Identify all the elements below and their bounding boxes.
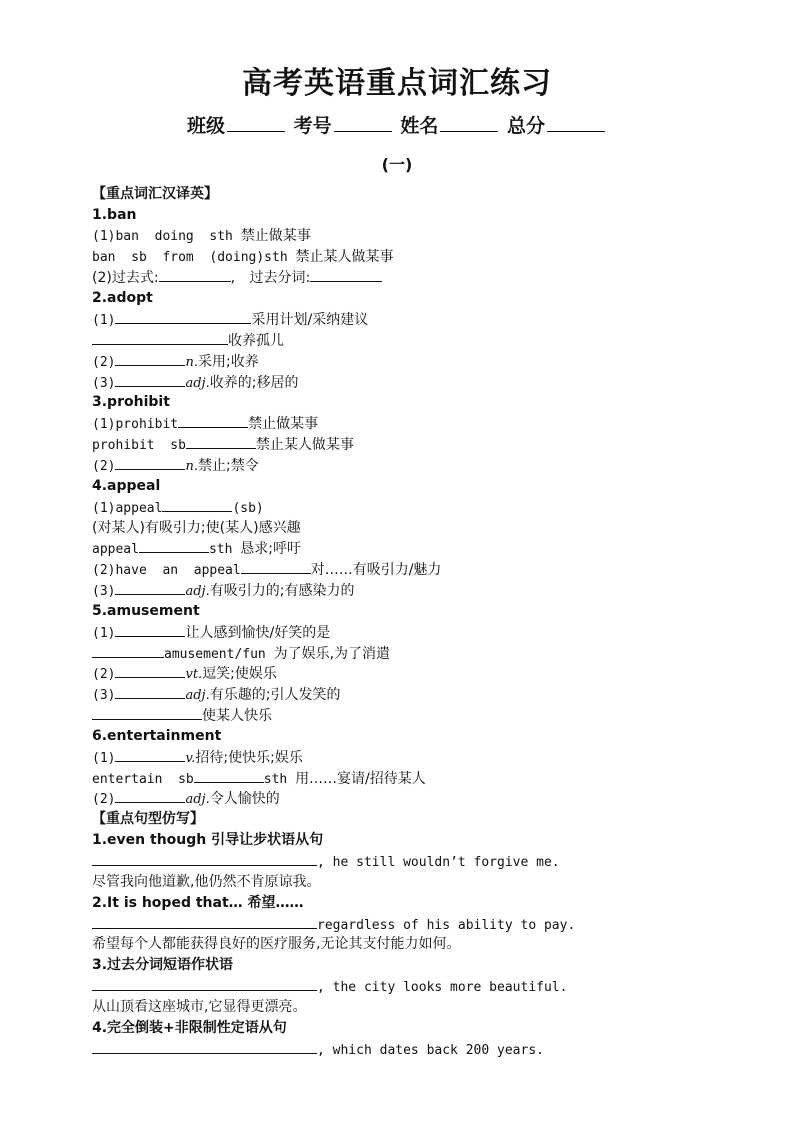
word-heading-ban: 1.ban <box>92 206 137 223</box>
exam-number-blank[interactable] <box>334 130 392 132</box>
section-number: (一) <box>381 155 413 174</box>
sentence-title-1: 1.even though 引导让步状语从句 <box>92 832 324 849</box>
entertainment-line-2: entertain sb sth 用……宴请/招待某人 <box>92 768 752 789</box>
word-heading-entertainment: 6.entertainment <box>92 727 222 744</box>
sentence-blank[interactable] <box>92 976 317 991</box>
prohibit-line-1: (1)prohibit 禁止做某事 <box>92 413 752 434</box>
fill-blank[interactable] <box>186 434 256 449</box>
fill-blank[interactable] <box>241 559 311 574</box>
page-title: 高考英语重点词汇练习 <box>242 66 552 101</box>
amusement-line-1: (1) 让人感到愉快/好笑的是 <box>92 622 752 643</box>
word-heading-amusement: 5.amusement <box>92 602 200 619</box>
sentence-section-heading: 【重点句型仿写】 <box>92 811 204 828</box>
fill-blank[interactable] <box>194 768 264 783</box>
adopt-line-4: (3) adj.收养的;移居的 <box>92 372 752 393</box>
fill-blank[interactable] <box>115 309 251 324</box>
sentence-blank[interactable] <box>92 851 317 866</box>
appeal-line-4: (2)have an appeal 对……有吸引力/魅力 <box>92 559 752 580</box>
fill-blank[interactable] <box>115 663 185 678</box>
ban-line-3: (2)过去式: , 过去分词: <box>92 267 752 288</box>
amusement-line-4: (3) adj.有乐趣的;引人发笑的 <box>92 684 752 705</box>
worksheet-body <box>92 184 752 1059</box>
sentence-blank[interactable] <box>92 1039 317 1054</box>
sentence-title-2: 2.It is hoped that… 希望…… <box>92 894 304 911</box>
fill-blank[interactable] <box>115 747 185 762</box>
past-participle-blank[interactable] <box>310 267 382 282</box>
word-heading-prohibit: 3.prohibit <box>92 394 170 411</box>
appeal-line-2: (对某人)有吸引力;使(某人)感兴趣 <box>92 519 301 536</box>
amusement-line-2: amusement/fun 为了娱乐,为了消遣 <box>92 643 752 664</box>
sentence-title-4: 4.完全倒装+非限制性定语从句 <box>92 1019 287 1036</box>
sentence-translation-2: 希望每个人都能获得良好的医疗服务,无论其支付能力如何。 <box>92 936 461 953</box>
fill-blank[interactable] <box>139 538 209 553</box>
fill-blank[interactable] <box>115 580 185 595</box>
total-score-label: 总分 <box>506 115 545 137</box>
adopt-line-2: 收养孤儿 <box>92 330 752 351</box>
sentence-blank-line-3: , the city looks more beautiful. <box>92 976 752 997</box>
fill-blank[interactable] <box>115 372 185 387</box>
word-heading-appeal: 4.appeal <box>92 477 161 494</box>
class-blank[interactable] <box>227 130 285 132</box>
fill-blank[interactable] <box>115 788 185 803</box>
adopt-line-3: (2) n.采用;收养 <box>92 351 752 372</box>
adopt-line-1: (1) 采用计划/采纳建议 <box>92 309 752 330</box>
appeal-line-1: (1)appeal (sb) <box>92 497 752 518</box>
sentence-blank-line-2: regardless of his ability to pay. <box>92 914 752 935</box>
sentence-blank-line-1: , he still wouldn’t forgive me. <box>92 851 752 872</box>
prohibit-line-2: prohibit sb 禁止某人做某事 <box>92 434 752 455</box>
sentence-blank-line-4: , which dates back 200 years. <box>92 1039 752 1060</box>
fill-blank[interactable] <box>115 351 185 366</box>
student-info-row <box>0 111 794 138</box>
class-label: 班级 <box>187 115 226 137</box>
prohibit-line-3: (2) n.禁止;禁令 <box>92 455 752 476</box>
appeal-line-5: (3) adj.有吸引力的;有感染力的 <box>92 580 752 601</box>
fill-blank[interactable] <box>115 455 185 470</box>
fill-blank[interactable] <box>92 643 164 658</box>
entertainment-line-3: (2) adj.令人愉快的 <box>92 788 752 809</box>
fill-blank[interactable] <box>178 413 248 428</box>
amusement-line-5: 使某人快乐 <box>92 705 752 726</box>
fill-blank[interactable] <box>115 684 185 699</box>
past-tense-blank[interactable] <box>159 267 231 282</box>
total-score-blank[interactable] <box>547 130 605 132</box>
name-blank[interactable] <box>440 130 498 132</box>
ban-line-1: (1)ban doing sth 禁止做某事 <box>92 227 311 244</box>
ban-line-2: ban sb from (doing)sth 禁止某人做某事 <box>92 248 394 265</box>
word-heading-adopt: 2.adopt <box>92 290 153 307</box>
entertainment-line-1: (1) v.招待;使快乐;娱乐 <box>92 747 752 768</box>
vocab-section-heading: 【重点词汇汉译英】 <box>92 186 218 202</box>
fill-blank[interactable] <box>92 330 228 345</box>
name-label: 姓名 <box>400 115 439 137</box>
fill-blank[interactable] <box>115 622 185 637</box>
sentence-blank[interactable] <box>92 914 317 929</box>
sentence-title-3: 3.过去分词短语作状语 <box>92 957 234 974</box>
appeal-line-3: appeal sth 恳求;呼吁 <box>92 538 752 559</box>
sentence-translation-1: 尽管我向他道歉,他仍然不肯原谅我。 <box>92 873 321 890</box>
exam-number-label: 考号 <box>293 115 332 137</box>
sentence-translation-3: 从山顶看这座城市,它显得更漂亮。 <box>92 998 307 1015</box>
fill-blank[interactable] <box>92 705 202 720</box>
fill-blank[interactable] <box>162 497 232 512</box>
amusement-line-3: (2) vt.逗笑;使娱乐 <box>92 663 752 684</box>
